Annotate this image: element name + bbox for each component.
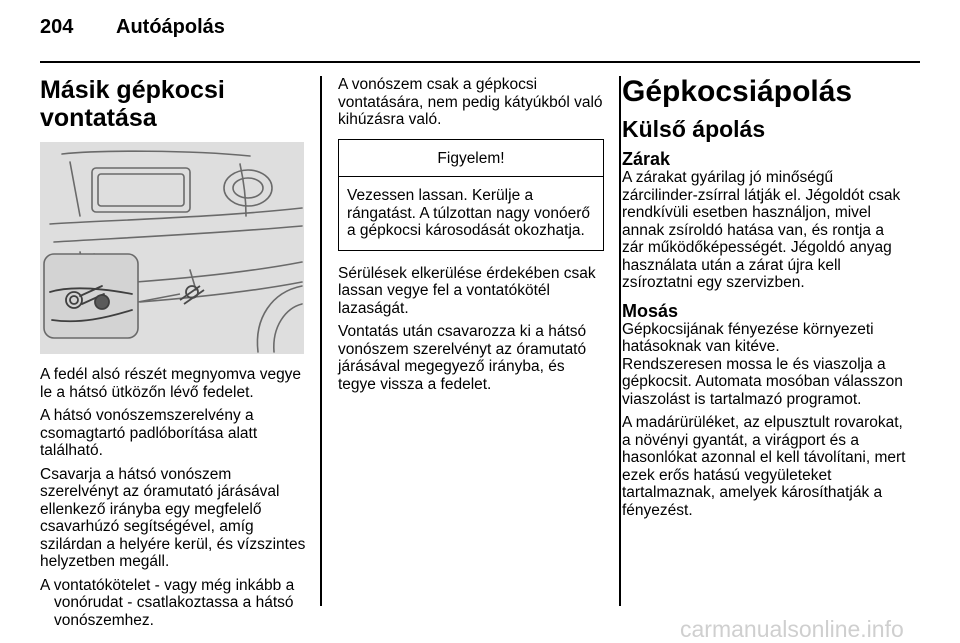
page-number: 204 <box>40 16 74 38</box>
paragraph: Csavarja a hátsó vonószem szerelvényt az óramutató járásával ellenkező irányba egy megfelelő csavarhúzó segítségével, amíg szilárdan a helyére kerül, és vízszintes helyzetben megáll. <box>40 465 306 570</box>
paragraph: Gépkocsijának fényezése környezeti hatásoknak van kitéve. <box>622 320 874 355</box>
paragraph: Vontatás után csavarozza ki a hátsó vonószem szerelvényt az óramutató járásával megegyező irányba, és tegye vissza a fedelet. <box>338 323 587 393</box>
paragraph: A hátsó vonószemszerelvény a csomagtartó padlóborítása alatt található. <box>40 407 258 459</box>
paragraph: A fedél alsó részét megnyomva vegye le a hátsó ütközőn lévő fedelet. <box>40 366 302 401</box>
paragraph: A vonószem csak a gépkocsi vontatására, nem pedig kátyúkból való kihúzásra való. <box>338 76 603 128</box>
paragraph: A zárakat gyárilag jó minőségű zárcilinder-zsírral látják el. Jégoldót csak rendkívüli esetben használjon, mivel annak zsíroldó hatása van, és rontja a zár működőképességét. Jégoldó anyag használata után a zárat újra kell zsíroztatni egy szervizben. <box>622 169 901 291</box>
rear-bumper-tow-eye-illustration <box>40 142 304 354</box>
header-rule <box>40 61 920 63</box>
paragraph: A madárürüléket, az elpusztult rovarokat, a növényi gyantát, a virágport és a hasonlókat azonnal el kell távolítani, mert ezek erős hatású vegyületeket tartalmaznak, amelyek károsíthatják a fényezést. <box>622 414 906 519</box>
warning-text: Vezessen lassan. Kerülje a rángatást. A túlzottan nagy vonóerő a gépkocsi károsodását okozhatja. <box>347 187 591 239</box>
paragraph: Sérülések elkerülése érdekében csak lassan vegye fel a vontatókötél lazaságát. <box>338 264 596 317</box>
running-header: Autóápolás <box>116 16 225 38</box>
column-1 <box>40 76 308 635</box>
page-header <box>40 12 920 44</box>
section-title-vehicle-care: Gépkocsiápolás <box>622 75 853 108</box>
watermark: carmanualsonline.info <box>680 616 904 642</box>
paragraph: A vontatókötelet - vagy még inkább a vonórudat - csatlakoztassa a hátsó vonószemhez. <box>40 576 295 629</box>
warning-title: Figyelem! <box>339 140 603 178</box>
column-2 <box>338 76 604 399</box>
heading-locks: Zárak <box>622 149 671 169</box>
column-3 <box>622 76 907 525</box>
column-divider-2 <box>619 76 621 606</box>
section-title-towing: Másik gépkocsi vontatása <box>40 76 225 132</box>
warning-box <box>338 139 604 251</box>
paragraph: Rendszeresen mossa le és viaszolja a gépkocsit. Automata mosóban válasszon viaszolást is tartalmazó programot. <box>622 355 903 408</box>
column-divider-1 <box>320 76 322 606</box>
subsection-title-exterior-care: Külső ápolás <box>622 116 766 142</box>
heading-washing: Mosás <box>622 300 679 321</box>
